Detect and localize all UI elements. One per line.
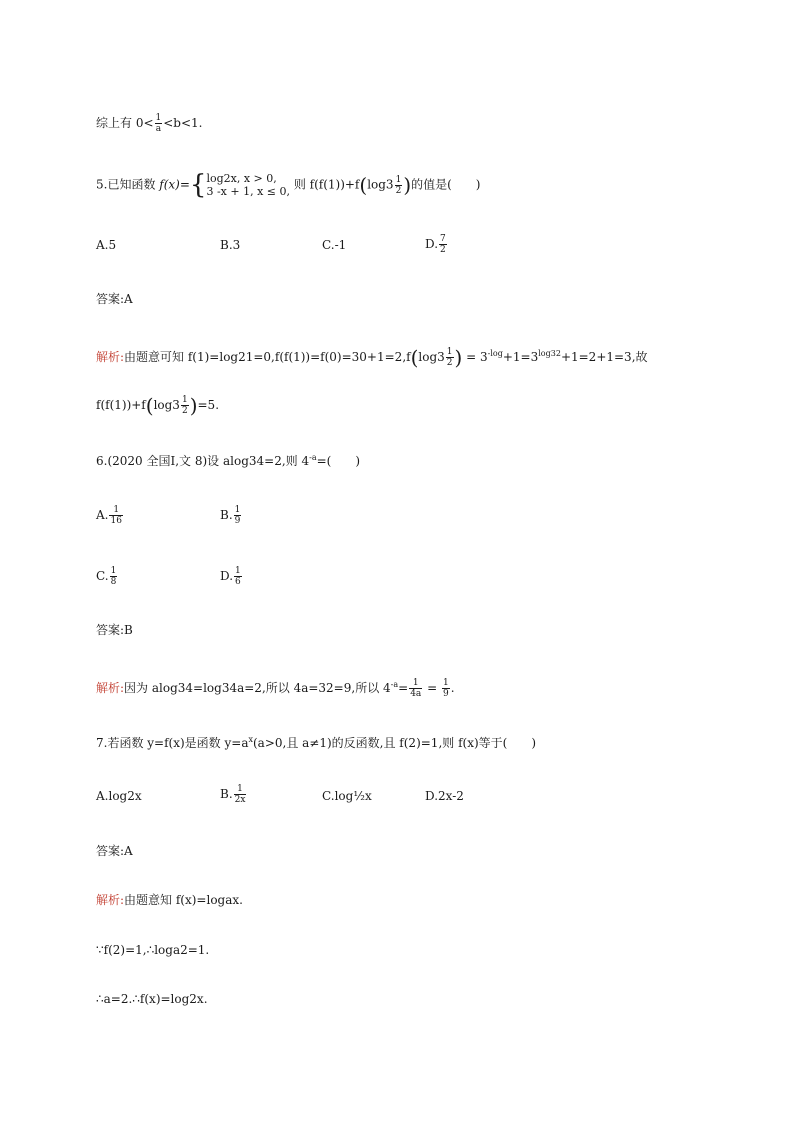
q7-analysis-line3: ∴a=2.∴f(x)=log2x. xyxy=(96,992,208,1006)
q7-option-a: A.log2x xyxy=(96,789,142,803)
q5-paren-close: ) xyxy=(403,173,412,197)
q5-option-c: C.-1 xyxy=(322,238,347,252)
q5-brace: { xyxy=(189,170,207,200)
q6-option-b: B. $\frac{1}{9}$ xyxy=(220,505,241,526)
q7-option-d: D.2x-2 xyxy=(425,789,464,803)
question-7-stem: 7.若函数 y=f(x)是函数 $y=a^x(a>0$,且 a≠1)的反函数,且 f(2)=1,则 f(x)等于( ) xyxy=(96,735,537,750)
q5-option-a: A.5 xyxy=(96,238,117,252)
q5-eq: = xyxy=(179,177,190,192)
q5-tail: 的值是( ) xyxy=(411,177,481,192)
q5-option-b: B.3 xyxy=(220,238,241,252)
q5-fraction: $\frac{1}{2}$ xyxy=(395,174,402,196)
q5-log: log3 xyxy=(367,177,394,192)
q5-analysis-label: 解析: xyxy=(96,350,125,364)
q7-option-b: B. $\frac{1}{2x}$ xyxy=(220,784,246,805)
q5-paren-open: ( xyxy=(359,173,368,197)
q6-option-a: A. $\frac{1}{16}$ xyxy=(96,505,122,526)
q5-piecewise xyxy=(206,172,290,198)
summary-prefix: 综上有 0< xyxy=(96,116,154,130)
question-6-stem: 6.(2020 全国Ⅰ,文 8)设 alog34=2,则 $4^{-a}=$( ) xyxy=(96,453,361,468)
q5-fx: f(x) xyxy=(159,177,180,192)
q6-answer: 答案:B xyxy=(96,623,133,637)
q5-mid: 则 f(f(1))+f xyxy=(293,177,360,192)
q5-analysis-line1: 解析:由题意可知 f(1)=log21=0,f(f(1))=f(0)=30+1=2,f(log3 $\frac{1}{2}$ ) = $3^{-log}+1=3^{log32}+1=2+1=3$,故 xyxy=(96,345,648,370)
q7-answer: 答案:A xyxy=(96,844,133,858)
q7-option-c: C.log½x xyxy=(322,789,372,803)
q5-answer: 答案:A xyxy=(96,292,133,306)
q6-option-d: D. $\frac{1}{6}$ xyxy=(220,566,241,587)
summary-fraction: $\frac{1}{a}$ xyxy=(155,113,162,134)
q5-case1: log2x, x > 0, xyxy=(206,172,277,185)
q6-analysis-label: 解析: xyxy=(96,681,125,695)
q7-analysis-label: 解析: xyxy=(96,893,125,907)
q7-analysis-line2: ∵f(2)=1,∴loga2=1. xyxy=(96,943,210,957)
summary-suffix: <b<1. xyxy=(163,116,203,130)
q7-analysis: 解析:由题意知 f(x)=logax. xyxy=(96,893,243,907)
q5-analysis-line2: f(f(1))+f(log3 $\frac{1}{2}$ )=5. xyxy=(96,393,220,418)
question-5-stem xyxy=(96,172,481,198)
q6-analysis: 解析:因为 alog34=log34a=2,所以 4a=32=9,所以 $4^{-a}=$ $\frac{1}{4a}$ = $\frac{1}{9}$ . xyxy=(96,678,455,699)
q5-case2: 3 -x + 1, x ≤ 0, xyxy=(206,185,290,198)
q5-prefix: 5.已知函数 xyxy=(96,177,160,192)
q6-option-c: C. $\frac{1}{8}$ xyxy=(96,566,117,587)
summary-line xyxy=(96,113,203,134)
q5-option-d: D. $\frac{7}{2}$ xyxy=(425,234,446,255)
